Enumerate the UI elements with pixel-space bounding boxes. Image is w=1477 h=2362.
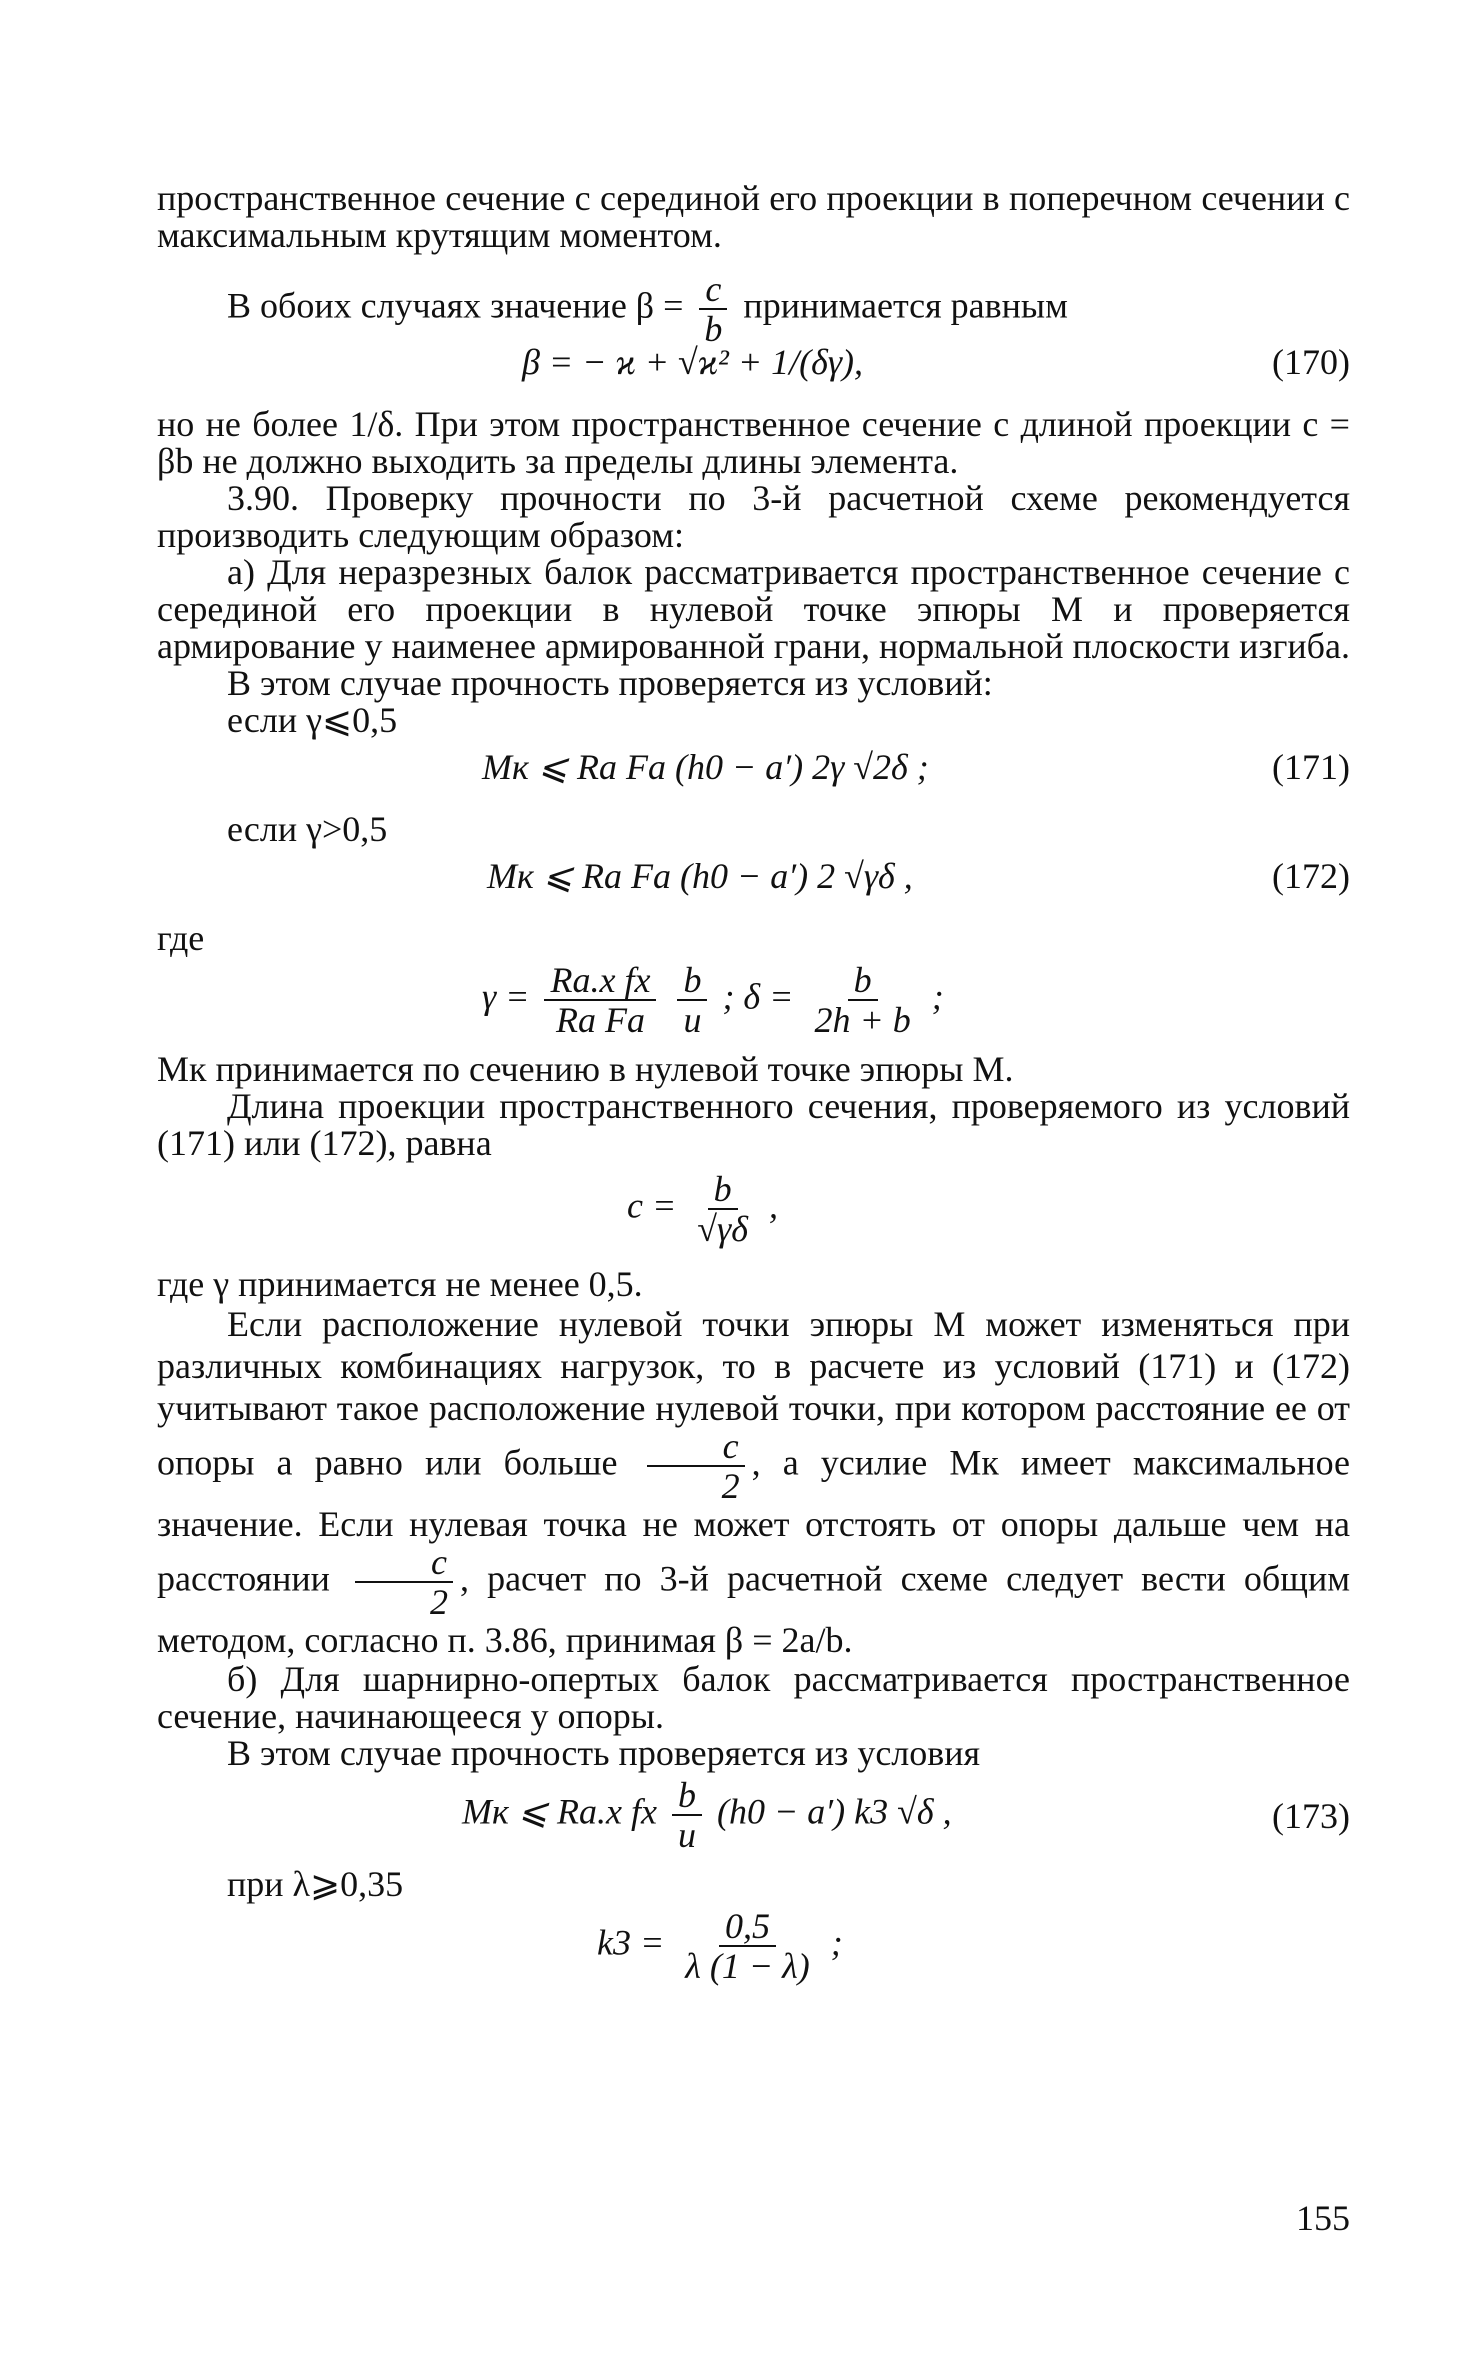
fraction bbox=[679, 1906, 815, 1986]
denominator: u bbox=[683, 1000, 702, 1040]
paragraph: а) Для неразрезных балок рассматривается пространственное сечение с серединой его проекции в нулевой точке эпюры M и проверяется армирование у наименее армированной грани, нормальной плоскости изгиба. bbox=[157, 552, 1350, 666]
numerator: b bbox=[708, 1172, 738, 1210]
equation-171 bbox=[157, 743, 1350, 807]
inline-beta-line bbox=[157, 258, 1350, 349]
paragraph: Mк принимается по сечению в нулевой точке эпюры M. bbox=[157, 1049, 1014, 1089]
text: , расчет по 3-й расчетной схеме следует вести общим методом, согласно п. 3.86, принимая β = 2a/b. bbox=[157, 1558, 1351, 1660]
fraction bbox=[677, 960, 707, 1040]
paragraph-3-90: 3.90. Проверку прочности по 3-й расчетной схеме рекомендуется производить следующим образом: bbox=[157, 478, 1350, 555]
text: Если расположение нулевой точки эпюры M может изменяться при различных комбинациях нагрузок, то в расчете из условий (171) и (172) учитывают такое расположение нулевой точки, при котором расстояние ее от опоры a равно или больше bbox=[157, 1304, 1350, 1483]
text: ; δ = bbox=[722, 976, 794, 1017]
text: принимается равным bbox=[743, 285, 1068, 326]
equation-number: (173) bbox=[1272, 1796, 1350, 1836]
denominator: 2h + b bbox=[814, 1000, 911, 1040]
formula: β = − ϰ + √ϰ² + 1/(δγ), bbox=[522, 342, 864, 382]
text: , bbox=[768, 1185, 778, 1226]
equation-k3 bbox=[157, 1907, 1350, 1993]
fraction bbox=[672, 1775, 702, 1855]
numerator: b bbox=[848, 963, 878, 1001]
text: , а усилие Mк имеет максимальное значение. Если нулевая точка не может отстоять от опоры дальше чем на расстоянии bbox=[157, 1442, 1351, 1599]
paragraph: где γ принимается не менее 0,5. bbox=[157, 1264, 643, 1304]
numerator: c bbox=[355, 1545, 453, 1583]
text: ; bbox=[830, 1922, 843, 1963]
fraction bbox=[544, 960, 656, 1040]
equation-172 bbox=[157, 852, 1350, 916]
equation-173 bbox=[157, 1776, 1350, 1862]
equation-number: (171) bbox=[1272, 747, 1350, 787]
paragraph: В этом случае прочность проверяется из условий: bbox=[227, 663, 993, 703]
equation-170 bbox=[157, 338, 1350, 402]
denominator: 2 bbox=[429, 1582, 448, 1622]
condition-line: если γ⩽0,5 bbox=[227, 700, 398, 740]
denominator: b bbox=[704, 309, 723, 349]
paragraph: б) Для шарнирно-опертых балок рассматривается пространственное сечение, начинающееся у опоры. bbox=[157, 1659, 1350, 1736]
where-line: где bbox=[157, 918, 205, 958]
condition-line: если γ>0,5 bbox=[227, 809, 388, 849]
paragraph bbox=[157, 1303, 1350, 1661]
text: (h0 − a′) k3 √δ , bbox=[716, 1791, 952, 1832]
paragraph: но не более 1/δ. При этом пространственное сечение с длиной проекции c = βb не должно выходить за пределы длины элемента. bbox=[157, 404, 1350, 481]
text-body bbox=[157, 180, 1350, 1997]
fraction bbox=[808, 960, 916, 1040]
text: ; bbox=[931, 976, 944, 1017]
page-number: 155 bbox=[1296, 2198, 1350, 2238]
denominator: λ (1 − λ) bbox=[685, 1946, 810, 1986]
denominator: √γδ bbox=[697, 1209, 748, 1249]
paragraph: пространственное сечение с серединой его проекции в поперечном сечении с максимальным крутящим моментом. bbox=[157, 178, 1350, 255]
text: В обоих случаях значение β = bbox=[227, 285, 684, 326]
denominator: 2 bbox=[721, 1466, 740, 1506]
fraction-c-over-2 bbox=[646, 1426, 746, 1506]
equation-number: (172) bbox=[1272, 856, 1350, 896]
text: Mк ⩽ Ra.x fx bbox=[462, 1791, 657, 1832]
numerator: b bbox=[672, 1778, 702, 1816]
fraction-c-over-b bbox=[698, 269, 728, 349]
equation-gamma-delta bbox=[157, 961, 1350, 1047]
numerator: b bbox=[677, 963, 707, 1001]
fraction-c-over-2 bbox=[354, 1542, 454, 1622]
fraction bbox=[691, 1169, 754, 1249]
paragraph: В этом случае прочность проверяется из условия bbox=[227, 1733, 981, 1773]
equation-number: (170) bbox=[1272, 342, 1350, 382]
text: c = bbox=[627, 1185, 677, 1226]
text: γ = bbox=[482, 976, 530, 1017]
paragraph: Длина проекции пространственного сечения, проверяемого из условий (171) или (172), равна bbox=[157, 1086, 1350, 1163]
numerator: c bbox=[699, 272, 727, 310]
denominator: u bbox=[677, 1815, 696, 1855]
condition-line: при λ⩾0,35 bbox=[227, 1864, 404, 1904]
numerator: Ra.x fx bbox=[544, 963, 656, 1001]
text: k3 = bbox=[597, 1922, 665, 1963]
equation-c bbox=[157, 1166, 1350, 1262]
numerator: 0,5 bbox=[719, 1909, 776, 1947]
denominator: Ra Fa bbox=[555, 1000, 645, 1040]
formula: Mк ⩽ Ra Fa (h0 − a′) 2 √γδ , bbox=[487, 856, 913, 896]
formula: Mк ⩽ Ra Fa (h0 − a′) 2γ √2δ ; bbox=[482, 747, 929, 787]
numerator: c bbox=[647, 1429, 745, 1467]
